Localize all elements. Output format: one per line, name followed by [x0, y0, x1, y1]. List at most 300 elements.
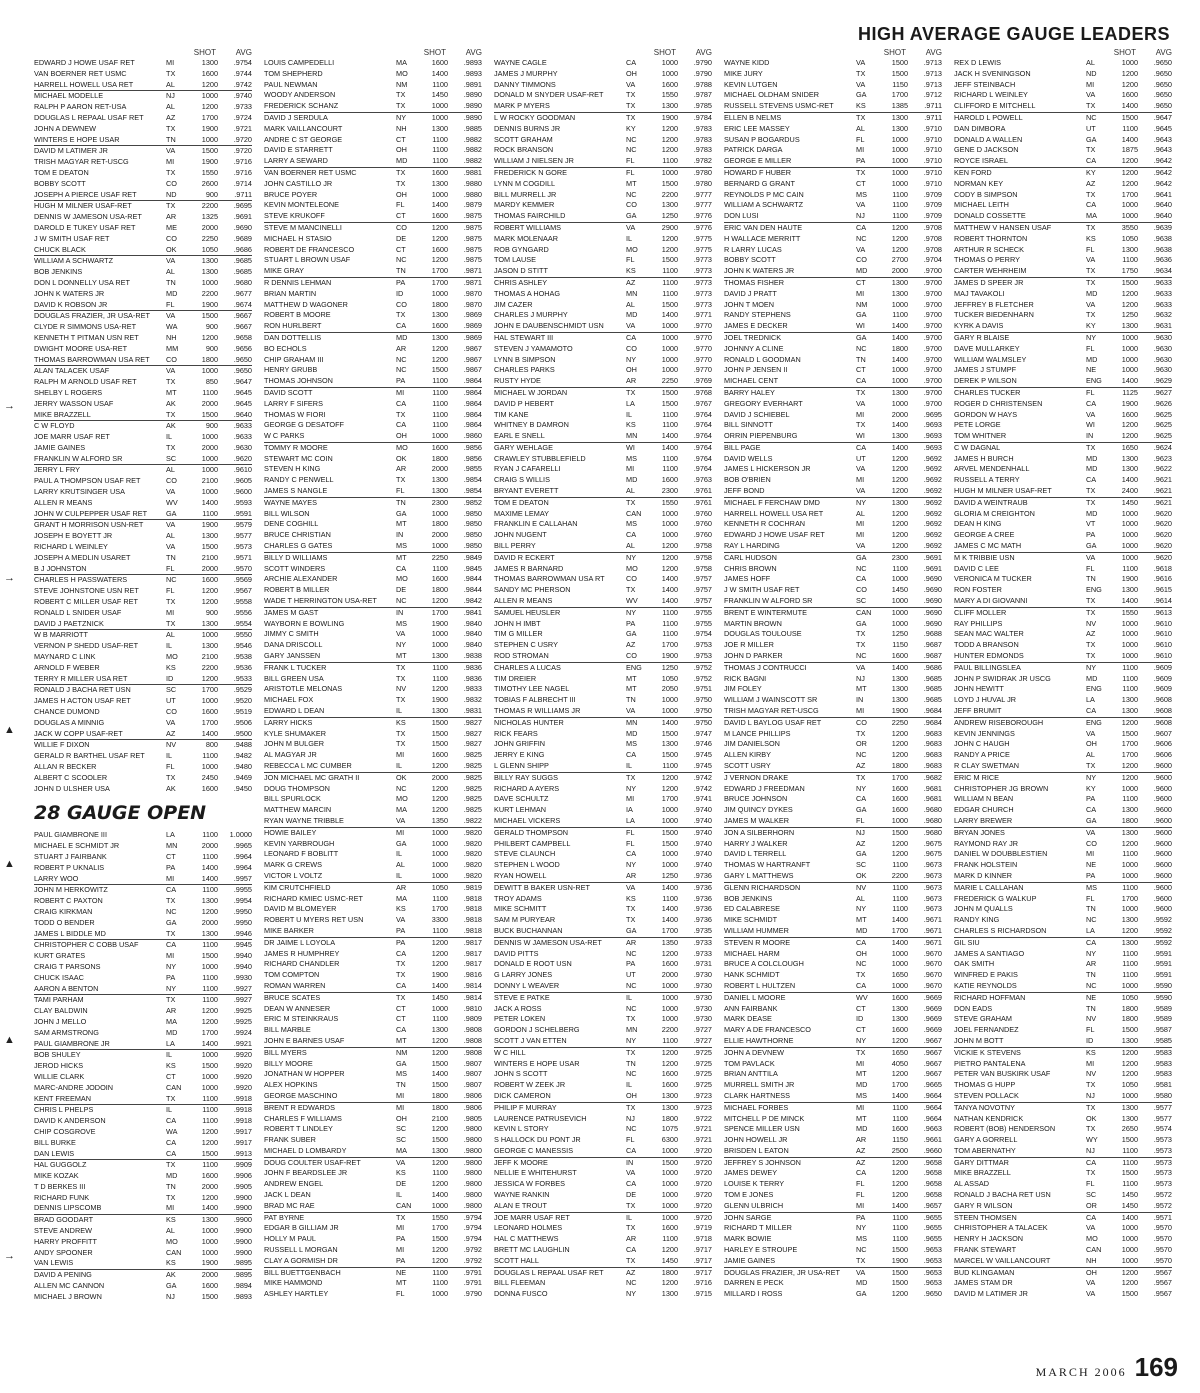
leader-row [264, 266, 482, 278]
average-value: .9683 [923, 728, 942, 738]
shooter-state: FL [396, 1289, 405, 1299]
average-value: .9656 [233, 343, 252, 353]
leader-row [724, 388, 942, 399]
leader-row [34, 300, 252, 312]
shot-count: 1200 [431, 1157, 448, 1167]
leader-row [34, 399, 252, 410]
shooter-state: FL [626, 156, 635, 166]
leader-row [724, 376, 942, 388]
shooter-name: CLARK HARTNESS [724, 1090, 790, 1100]
shooter-state: NE [396, 1267, 407, 1277]
shot-count: 1300 [891, 123, 908, 133]
shot-count: 1500 [431, 1080, 448, 1090]
shooter-state: NY [166, 961, 177, 971]
arrow-icon: → [4, 572, 15, 584]
leader-row [264, 1004, 482, 1015]
shooter-state: NE [1086, 992, 1097, 1002]
shooter-state: ENG [1086, 717, 1102, 727]
shot-count: 1400 [661, 596, 678, 606]
average-value: .9642 [1153, 156, 1172, 166]
shot-count: 1200 [891, 541, 908, 551]
shot-count: 1000 [431, 870, 448, 880]
shooter-name: JOHN M BOTT [954, 1035, 1004, 1045]
leader-row [494, 1201, 712, 1213]
shooter-state: CA [1086, 706, 1097, 716]
shooter-name: FRANK SUBER [264, 1135, 316, 1145]
shot-count: 1500 [891, 1267, 908, 1277]
shooter-state: NY [626, 783, 637, 793]
shooter-state: CO [396, 299, 407, 309]
shot-count: 1000 [891, 948, 908, 958]
shot-count: 1200 [1121, 167, 1138, 177]
leader-row [724, 970, 942, 981]
average-value: .9840 [463, 640, 482, 650]
shooter-name: JON MICHAEL MC GRATH II [264, 772, 360, 782]
average-value: .9800 [463, 1190, 482, 1200]
shot-count: 1300 [1121, 1113, 1138, 1123]
shot-count: 1800 [431, 585, 448, 595]
shooter-state: NH [1086, 1255, 1097, 1265]
leader-row [494, 1059, 712, 1070]
shooter-name: MIKE SCHMIDT [724, 915, 778, 925]
shooter-state: MI [856, 475, 865, 485]
shot-count: 1200 [431, 1245, 448, 1255]
average-value: .9752 [693, 662, 712, 672]
shot-count: 1200 [201, 1137, 218, 1147]
shooter-state: MS [1086, 882, 1097, 892]
shooter-state: TX [1086, 1168, 1096, 1178]
average-value: .9730 [693, 992, 712, 1002]
average-value: .9608 [1153, 717, 1172, 727]
shot-count: 1000 [891, 365, 908, 375]
leader-row [34, 113, 252, 124]
shot-count: 1200 [661, 541, 678, 551]
shot-count: 1700 [201, 717, 218, 727]
shooter-name: ED CALABRESE [724, 904, 780, 914]
average-value: .9864 [463, 387, 482, 397]
shot-count: 1325 [201, 212, 218, 222]
shot-count: 1300 [1121, 453, 1138, 463]
leader-row [264, 1268, 482, 1279]
shooter-state: TX [1086, 1080, 1096, 1090]
shot-count: 2000 [201, 442, 218, 452]
shot-count: 1385 [891, 101, 908, 111]
leader-row [724, 894, 942, 905]
leader-row [494, 509, 712, 520]
shooter-state: NY [1086, 948, 1097, 958]
average-value: .9890 [463, 90, 482, 100]
shooter-name: JOHN M QUALLS [954, 904, 1013, 914]
shooter-state: MI [856, 145, 865, 155]
shooter-state: MI [856, 288, 865, 298]
avg-header: AVG [695, 48, 712, 57]
leader-row [494, 761, 712, 773]
average-value: .9536 [233, 662, 252, 672]
leader-row [264, 530, 482, 541]
average-value: .9600 [1153, 772, 1172, 782]
leader-row [264, 629, 482, 640]
average-value: .9606 [1153, 739, 1172, 749]
shooter-state: MN [626, 717, 638, 727]
average-value: .9667 [923, 1069, 942, 1079]
shot-count: 1500 [1121, 277, 1138, 287]
shot-count: 1200 [201, 597, 218, 607]
shooter-name: BRETT MC LAUGHLIN [494, 1245, 570, 1255]
average-value: .9592 [1153, 937, 1172, 947]
footer-date: MARCH 2006 [1035, 1365, 1127, 1379]
shooter-state: FL [1086, 244, 1095, 254]
shooter-state: OH [396, 431, 407, 441]
leader-row [724, 1135, 942, 1146]
shooter-name: ROB GYNGARD [494, 244, 549, 254]
shot-count: 1400 [201, 728, 218, 738]
shooter-name: BILL FLEEMAN [494, 1278, 546, 1288]
shot-count: 1600 [431, 321, 448, 331]
average-value: .9856 [463, 453, 482, 463]
shooter-name: CHARLES H PASSWATERS [34, 575, 128, 585]
leader-row [494, 376, 712, 388]
average-value: .9820 [463, 870, 482, 880]
average-value: .9687 [923, 651, 942, 661]
shooter-name: TIM DREIER [494, 673, 537, 683]
shot-count: 1600 [431, 58, 448, 67]
shooter-name: MICHAEL LEITH [954, 200, 1009, 210]
shooter-name: WAYNE MAYES [264, 497, 317, 507]
shot-count: 1400 [661, 310, 678, 320]
shot-count: 1100 [662, 761, 678, 770]
shot-count: 1500 [1121, 112, 1138, 122]
average-value: .9770 [693, 321, 712, 331]
shooter-state: OH [1086, 739, 1097, 749]
column-3 [494, 48, 712, 1300]
average-value: .9667 [233, 322, 252, 332]
shot-count: 1300 [1121, 321, 1138, 331]
shooter-state: KS [166, 1215, 176, 1225]
shot-count: 1000 [1121, 629, 1138, 639]
shooter-name: MAYNARD C LINK [34, 652, 96, 662]
shooter-name: DANIEL L MOORE [724, 992, 786, 1002]
average-value: .9591 [1153, 959, 1172, 969]
shooter-state: VA [626, 706, 636, 716]
shooter-state: CT [396, 211, 406, 221]
average-value: .9957 [233, 873, 252, 883]
leader-row [494, 773, 712, 784]
shooter-name: DONNY L WEAVER [494, 980, 560, 990]
leader-row [954, 255, 1172, 266]
shooter-state: NY [856, 1223, 867, 1233]
leader-row [34, 1258, 252, 1270]
shooter-name: CLYDE R SIMMONS USA-RET [34, 322, 137, 332]
shooter-state: VA [1086, 552, 1096, 562]
leader-row [34, 1094, 252, 1106]
shooter-state: MI [166, 1203, 175, 1213]
average-value: .9692 [923, 508, 942, 518]
shot-count: 1700 [661, 640, 678, 650]
shooter-name: JOHN NUGENT [494, 530, 547, 540]
shooter-state: NC [626, 134, 637, 144]
leader-row [34, 1193, 252, 1204]
shooter-state: MS [856, 1090, 867, 1100]
shooter-name: GARY DITTMAR [954, 1157, 1009, 1167]
shot-count: 1000 [431, 431, 448, 441]
shooter-name: DAVID M BLOMEYER [264, 904, 337, 914]
leader-row [494, 1278, 712, 1289]
shooter-state: CO [856, 585, 867, 595]
shooter-name: PATRICK DARGA [724, 145, 783, 155]
leader-row [724, 223, 942, 234]
leader-row [264, 981, 482, 993]
shooter-name: RUSTY HYDE [494, 376, 541, 386]
shooter-state: OH [396, 189, 407, 199]
shot-count: 1100 [892, 1212, 908, 1222]
shooter-state: MA [396, 893, 407, 903]
average-value: .9692 [923, 519, 942, 529]
shooter-state: KY [1086, 783, 1096, 793]
shot-count: 1100 [432, 1278, 448, 1288]
average-value: .9740 [233, 91, 252, 101]
average-value: .9664 [923, 1113, 942, 1123]
average-value: .9820 [463, 860, 482, 870]
shot-count: 1300 [431, 475, 448, 485]
shooter-state: VA [1086, 90, 1096, 100]
shooter-name: DENNIS W JAMESON USA-RET [34, 212, 142, 222]
shot-count: 1600 [201, 783, 218, 793]
average-value: .9625 [1153, 409, 1172, 419]
average-value: .9820 [463, 849, 482, 859]
leader-row [724, 168, 942, 179]
leader-row [954, 1190, 1172, 1201]
shooter-state: NY [856, 497, 867, 507]
shooter-name: JOHN F BEARDSLEE JR [264, 1168, 348, 1178]
leader-row [264, 156, 482, 168]
shot-count: 1000 [1121, 1090, 1138, 1100]
shooter-state: MM [166, 343, 179, 353]
shooter-name: ROBERT C MILLER USAF RET [34, 597, 138, 607]
average-value: .9577 [1153, 1102, 1172, 1112]
leader-row [494, 883, 712, 894]
shooter-name: JOSEPH A MEDLIN USARET [34, 552, 131, 562]
leader-row [264, 475, 482, 486]
leaders-columns [34, 48, 1174, 1348]
shooter-name: DAN DIMBORA [954, 123, 1006, 133]
shooter-name: WILLIAM J NIELSEN JR [494, 156, 574, 166]
shooter-name: SCOTT USRY [724, 761, 771, 770]
average-value: .9827 [463, 739, 482, 749]
shooter-state: MT [856, 1069, 867, 1079]
shooter-name: PIETRO PANTALENA [954, 1058, 1026, 1068]
leader-row [494, 168, 712, 179]
shooter-state: AR [626, 937, 637, 947]
leader-row [954, 553, 1172, 564]
shooter-name: STEVE JOHNSTONE USN RET [34, 586, 139, 596]
average-value: .9819 [463, 882, 482, 892]
average-value: .9750 [693, 695, 712, 705]
shooter-name: GREGORY EVERHART [724, 398, 803, 408]
average-value: .9658 [923, 1179, 942, 1189]
shooter-state: TX [1086, 1124, 1096, 1134]
shooter-name: HENRY H JACKSON [954, 1234, 1024, 1244]
average-value: .9571 [233, 552, 252, 562]
shooter-name: MARK G CREWS [264, 860, 322, 870]
shot-count: 1000 [661, 1212, 678, 1222]
shooter-state: AZ [626, 640, 636, 650]
shooter-name: GLENN RICHARDSON [724, 882, 801, 892]
shooter-name: BUD KLINGAMAN [954, 1267, 1015, 1277]
average-value: .9755 [693, 618, 712, 628]
shooter-state: NH [396, 123, 407, 133]
shooter-state: AR [166, 212, 177, 222]
average-value: .9650 [1153, 68, 1172, 78]
average-value: .9880 [463, 189, 482, 199]
shooter-state: TX [626, 1255, 636, 1265]
shot-count: 1400 [431, 1190, 448, 1200]
shooter-state: NC [626, 1124, 637, 1134]
shooter-name: KATIE REYNOLDS [954, 980, 1017, 990]
shooter-state: NY [1086, 772, 1097, 782]
shooter-state: FL [626, 167, 635, 177]
shooter-state: ID [1086, 1035, 1094, 1045]
leader-row [34, 1270, 252, 1281]
leader-row [264, 1223, 482, 1234]
shooter-state: NV [1086, 1069, 1097, 1079]
shot-count: 1100 [1122, 1157, 1138, 1167]
shooter-name: DON LUSI [724, 211, 759, 221]
average-value: .9664 [923, 1090, 942, 1100]
shot-count: 1500 [891, 1278, 908, 1288]
shooter-state: VA [856, 200, 866, 210]
shooter-name: MICHAEL VICKERS [494, 815, 561, 825]
leader-row [494, 564, 712, 575]
shot-count: 1500 [201, 311, 218, 321]
shooter-name: RICHARD HOFFMAN [954, 992, 1026, 1002]
leader-row [34, 223, 252, 234]
average-value: .9675 [923, 849, 942, 859]
average-value: .9780 [693, 167, 712, 177]
leader-row [954, 113, 1172, 124]
leader-row [724, 1223, 942, 1234]
shooter-state: IL [166, 751, 173, 761]
shooter-name: BRUCE SCATES [264, 992, 321, 1002]
leader-row [724, 629, 942, 640]
shot-count: 1200 [891, 838, 908, 848]
shot-count: 1600 [661, 959, 678, 969]
shot-count: 1100 [432, 156, 448, 166]
shooter-state: GA [856, 332, 867, 342]
shot-count: 1500 [1121, 1168, 1138, 1178]
leader-row [34, 1072, 252, 1083]
shooter-name: MATTHEW MARCIN [264, 805, 332, 815]
leader-row [494, 278, 712, 289]
leader-row [34, 1039, 252, 1051]
shooter-state: MS [396, 541, 407, 551]
leader-row [34, 520, 252, 531]
shot-count: 1550 [661, 497, 678, 507]
shooter-state: TX [166, 1192, 176, 1202]
shot-count: 1700 [661, 794, 678, 804]
shooter-state: MO [1086, 1234, 1098, 1244]
average-value: .9760 [693, 508, 712, 518]
shooter-name: CHRIS ASHLEY [494, 277, 548, 287]
shot-count: 1100 [202, 1105, 218, 1115]
shooter-state: MD [856, 1080, 868, 1090]
average-value: .9882 [463, 134, 482, 144]
leader-row [954, 883, 1172, 894]
shot-count: 1500 [1121, 1135, 1138, 1145]
average-value: .9674 [233, 299, 252, 309]
average-value: .9814 [463, 992, 482, 1002]
shooter-state: NC [396, 354, 407, 364]
shooter-state: MD [1086, 453, 1098, 463]
shooter-state: TX [396, 178, 406, 188]
shooter-state: TX [166, 409, 176, 419]
shot-count: 1300 [1121, 585, 1138, 595]
shot-count: 1400 [1121, 475, 1138, 485]
leader-row [264, 1025, 482, 1036]
average-value: .9776 [693, 222, 712, 232]
shooter-name: HOWARD F HUBER [724, 167, 792, 177]
shooter-name: TRISH MAGYAR RET-USCG [34, 157, 129, 167]
leader-row [724, 69, 942, 80]
average-value: .9964 [233, 851, 252, 861]
leader-row [724, 1069, 942, 1080]
shot-count: 1450 [1121, 1190, 1138, 1200]
shooter-state: TX [626, 112, 636, 122]
shooter-name: BILL SINNOTT [724, 420, 773, 430]
leader-row [34, 852, 252, 863]
shot-count: 1200 [891, 464, 908, 474]
shot-count: 1600 [891, 1124, 908, 1134]
leader-row [494, 849, 712, 860]
shot-count: 1200 [201, 1016, 218, 1026]
shot-count: 1300 [431, 706, 448, 716]
shooter-name: NATHAN KENDRICK [954, 1113, 1024, 1123]
leader-row [724, 530, 942, 541]
leader-row [264, 828, 482, 839]
shooter-name: MARK D KINNER [954, 870, 1012, 880]
leader-row [724, 695, 942, 706]
shot-count: 1250 [661, 211, 678, 221]
average-value: .9686 [233, 244, 252, 254]
average-value: .9768 [693, 387, 712, 397]
average-value: .9709 [923, 211, 942, 221]
leader-row [264, 860, 482, 871]
shot-count: 2200 [891, 870, 908, 880]
average-value: .9653 [923, 1278, 942, 1288]
shooter-state: MD [1086, 464, 1098, 474]
shooter-name: HARRELL HOWELL USA RET [724, 508, 824, 518]
average-value: .9692 [923, 541, 942, 551]
average-value: .9890 [463, 112, 482, 122]
shot-count: 1000 [201, 1071, 218, 1081]
shooter-name: JAMES H ACTON USAF RET [34, 696, 131, 706]
leader-row [34, 1292, 252, 1303]
shooter-name: ARCHIE ALEXANDER [264, 574, 338, 584]
leader-row [954, 1146, 1172, 1158]
average-value: .9556 [233, 607, 252, 617]
average-value: .9708 [923, 222, 942, 232]
average-value: .9713 [923, 79, 942, 89]
shooter-name: KEVIN JENNINGS [954, 728, 1015, 738]
average-value: .9895 [233, 1258, 252, 1268]
leader-row [264, 1190, 482, 1201]
average-value: .9500 [233, 728, 252, 738]
average-value: .9742 [233, 79, 252, 89]
average-value: .9736 [693, 915, 712, 925]
shooter-state: ME [166, 222, 177, 232]
shooter-name: DEREK P WILSON [954, 376, 1017, 386]
shooter-name: STEVE ANDREW [34, 1226, 92, 1236]
shot-count: 1400 [891, 937, 908, 947]
